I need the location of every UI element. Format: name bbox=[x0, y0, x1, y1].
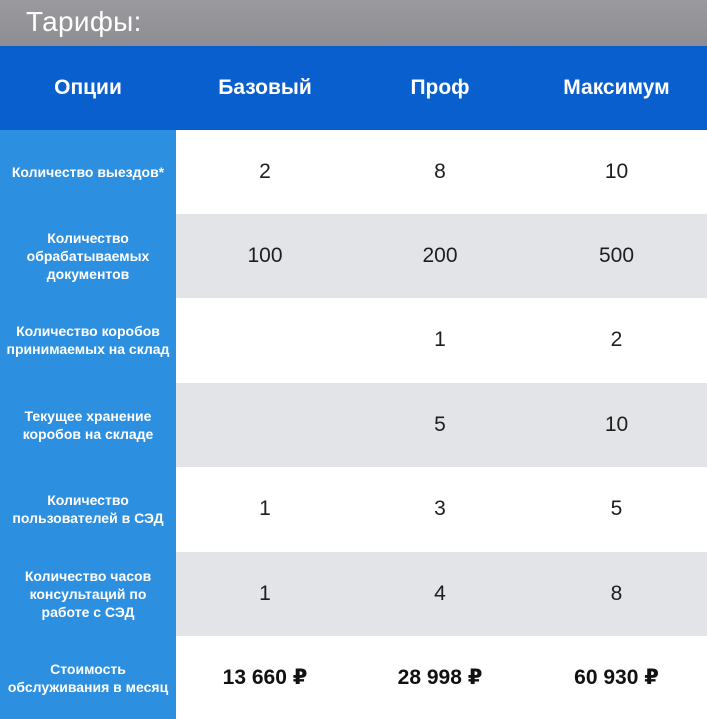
table-row bbox=[0, 298, 707, 382]
row-label: Количество пользователей в СЭД bbox=[12, 492, 164, 526]
table-row bbox=[0, 214, 707, 298]
table-row bbox=[0, 552, 707, 636]
cell-maximum: 10 bbox=[604, 160, 629, 183]
cell-basic: 1 bbox=[259, 497, 271, 520]
cell-maximum: 500 bbox=[598, 244, 635, 267]
cell-prof: 4 bbox=[434, 582, 446, 605]
title-bar bbox=[0, 0, 707, 46]
cell-prof: 3 bbox=[434, 497, 446, 520]
price-prof: 28 998 ₽ bbox=[397, 666, 483, 689]
header-plan-basic: Базовый bbox=[218, 76, 312, 99]
table-header bbox=[0, 46, 707, 130]
cell-basic: 2 bbox=[259, 160, 271, 183]
cell-prof: 1 bbox=[434, 328, 446, 351]
row-label: Стоимость обслуживания в месяц bbox=[7, 660, 169, 695]
cell-basic: 1 bbox=[259, 582, 271, 605]
cell-basic bbox=[176, 298, 354, 382]
cell-prof: 200 bbox=[422, 244, 458, 267]
cell-prof: 8 bbox=[434, 160, 446, 183]
cell-maximum: 5 bbox=[610, 497, 623, 520]
header-plan-maximum: Максимум bbox=[563, 76, 670, 99]
row-label: Количество часов консультаций по работе с СЭД bbox=[24, 568, 152, 620]
page-title: Тарифы: bbox=[26, 6, 142, 37]
price-maximum: 60 930 ₽ bbox=[574, 666, 659, 689]
table-row bbox=[0, 467, 707, 551]
row-label: Текущее хранение коробов на складе bbox=[22, 408, 154, 442]
row-label: Количество коробов принимаемых на склад bbox=[6, 323, 170, 357]
cell-basic bbox=[176, 383, 354, 467]
price-basic: 13 660 ₽ bbox=[222, 666, 308, 689]
row-label: Количество выездов* bbox=[11, 164, 165, 180]
header-plan-prof: Проф bbox=[410, 76, 470, 99]
table-row-price bbox=[0, 636, 707, 719]
cell-maximum: 10 bbox=[604, 413, 629, 436]
cell-maximum: 8 bbox=[610, 582, 623, 605]
table-row bbox=[0, 130, 707, 214]
cell-basic: 100 bbox=[247, 244, 283, 267]
cell-prof: 5 bbox=[434, 413, 446, 436]
cell-maximum: 2 bbox=[610, 328, 623, 351]
table-row bbox=[0, 383, 707, 467]
row-label: Количество обрабатываемых документов bbox=[26, 230, 150, 282]
header-options: Опции bbox=[54, 76, 122, 99]
